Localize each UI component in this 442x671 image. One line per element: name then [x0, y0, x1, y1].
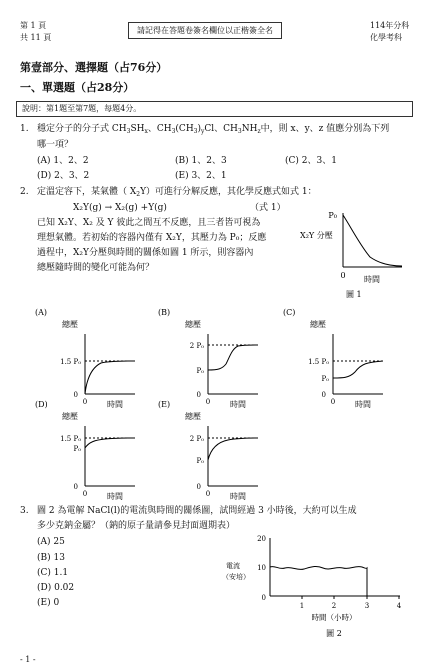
page-number: 第 1 頁 — [20, 21, 47, 30]
choice-c-ytick-p0: P₀ — [321, 375, 329, 383]
q3-option-a[interactable]: (A) 25 — [37, 537, 65, 547]
q2-body-line3: 過程中，X₂Y分壓與時間的關係如圖 1 所示，則容器內 — [37, 248, 254, 258]
fig2-xtick-4: 4 — [396, 602, 402, 610]
q1-option-b[interactable]: (B) 1、2、3 — [175, 156, 227, 166]
choice-b-ytick-2p0: 2 P₀ — [189, 342, 204, 350]
choice-b-xlabel: 時間 — [230, 400, 246, 409]
fig1-p0-label: P₀ — [328, 211, 337, 220]
notice-text: 請記得在答題卷簽名欄位以正楷簽全名 — [137, 26, 273, 35]
q2-equation-label: （式 1） — [250, 203, 286, 213]
fig2-xtick-3: 3 — [364, 602, 370, 610]
choice-c-xzero: 0 — [330, 398, 336, 406]
instruction-text: 說明：第1題至第7題，每題4分。 — [22, 104, 142, 113]
choice-d-label: (D) — [35, 400, 48, 409]
choice-d-ytick-15p0: 1.5 P₀ — [60, 435, 81, 443]
choice-b-ylabel: 總壓 — [185, 320, 201, 329]
choice-a-xlabel: 時間 — [107, 400, 123, 409]
fig1-caption: 圖 1 — [346, 290, 362, 299]
notice-box — [128, 22, 282, 39]
q3-option-d[interactable]: (D) 0.02 — [37, 583, 75, 593]
choice-a-graph[interactable] — [35, 306, 135, 410]
subject-name: 化學考科 — [370, 33, 402, 42]
choice-c-graph[interactable] — [283, 306, 383, 410]
fig2-ylabel-1: 電流 — [226, 562, 240, 570]
choice-e-graph[interactable] — [158, 398, 258, 502]
fig2-ytick-10: 10 — [257, 564, 266, 572]
q2-stem-line1: 定溫定容下，某氣體（ $X_2Y$）可進行分解反應，其化學反應式如式 1： — [37, 187, 317, 198]
fig2-xtick-2: 2 — [331, 602, 337, 610]
q3-stem-line1: 圖 2 為電解 NaCl(l)的電流與時間的關係圖，試問經過 3 小時後，大約可以生成 — [37, 506, 357, 516]
choice-d-yzero: 0 — [73, 483, 78, 491]
section-subtitle: 一、單選題（占28分） — [20, 81, 135, 94]
fig1-ylabel: X₂Y 分壓 — [300, 231, 333, 240]
q2-equation: X₂Y(g) → X₂(g) +Y(g) — [73, 203, 167, 213]
choice-a-ytick: 1.5 P₀ — [60, 358, 81, 366]
q3-option-c[interactable]: (C) 1.1 — [37, 568, 69, 578]
choice-c-ytick-15p0: 1.5 P₀ — [308, 358, 329, 366]
choice-b-label: (B) — [158, 308, 171, 317]
q2-number: 2. — [20, 187, 29, 197]
choice-e-xlabel: 時間 — [230, 492, 246, 501]
fig2-xlabel: 時間（小時） — [311, 613, 357, 622]
page-total: 共 11 頁 — [20, 33, 52, 42]
choice-e-label: (E) — [158, 400, 171, 409]
q1-option-c[interactable]: (C) 2、3、1 — [285, 156, 337, 166]
q3-option-b[interactable]: (B) 13 — [37, 553, 65, 563]
choice-e-xzero: 0 — [205, 490, 211, 498]
choice-b-ytick-p0: P₀ — [196, 367, 204, 375]
choice-a-xzero: 0 — [82, 398, 88, 406]
q1-number: 1. — [20, 124, 29, 134]
fig2-ytick-20: 20 — [257, 535, 266, 543]
instruction-box — [16, 101, 413, 117]
choice-b-graph[interactable] — [158, 306, 258, 410]
fig1-xlabel: 時間 — [364, 275, 380, 284]
q1-option-d[interactable]: (D) 2、3、2 — [37, 171, 90, 181]
fig2-caption: 圖 2 — [326, 629, 342, 638]
choice-c-xlabel: 時間 — [355, 400, 371, 409]
choice-c-ylabel: 總壓 — [310, 320, 326, 329]
q2-body-line2: 理想氣體。若初始的容器內僅有 X₂Y，其壓力為 P₀；反應 — [37, 233, 267, 243]
fig2-ytick-0: 0 — [261, 594, 266, 602]
choice-e-ytick-p0: P₀ — [196, 457, 204, 465]
exam-year: 114年分科 — [370, 21, 410, 30]
q2-body-line1: 已知 X₂Y、X₂ 及 Y 彼此之間互不反應，且三者皆可視為 — [37, 218, 261, 228]
choice-e-yzero: 0 — [196, 483, 201, 491]
choice-d-graph[interactable] — [35, 398, 135, 502]
choice-d-xlabel: 時間 — [107, 492, 123, 501]
choice-d-ylabel: 總壓 — [62, 412, 78, 421]
q3-stem-line2: 多少克鈉金屬？（鈉的原子量請參見封面週期表） — [37, 521, 236, 531]
choice-a-yzero: 0 — [73, 391, 78, 399]
fig2-xtick-1: 1 — [299, 602, 305, 610]
choice-e-ytick-2p0: 2 P₀ — [189, 435, 204, 443]
figure-2 — [222, 530, 418, 644]
choice-a-ylabel: 總壓 — [62, 320, 78, 329]
section-title: 第壹部分、選擇題（占76分） — [20, 61, 168, 74]
q3-number: 3. — [20, 506, 29, 516]
q1-stem: 穩定分子的分子式 $CH_3SH_x$、$CH_3(CH_3)_yCl$、$CH_3NH_z$中，則 x、y、z 值應分別為下列 — [37, 124, 390, 135]
choice-b-xzero: 0 — [205, 398, 211, 406]
choice-a-label: (A) — [35, 308, 48, 317]
choice-c-label: (C) — [283, 308, 296, 317]
choice-d-ytick-p0: P₀ — [73, 445, 81, 453]
fig1-zero: 0 — [340, 271, 346, 280]
q1-stem-line2: 哪一項？ — [37, 140, 74, 150]
choice-b-yzero: 0 — [196, 391, 201, 399]
fig2-ylabel-2: （安培） — [222, 573, 250, 581]
page-footer: - 1 - — [20, 655, 36, 664]
q2-body-line4: 總壓隨時間的變化可能為何？ — [37, 263, 155, 273]
q3-option-e[interactable]: (E) 0 — [37, 598, 60, 608]
q1-option-a[interactable]: (A) 1、2、2 — [37, 156, 89, 166]
choice-d-xzero: 0 — [82, 490, 88, 498]
q1-option-e[interactable]: (E) 3、2、1 — [175, 171, 227, 181]
choice-c-yzero: 0 — [321, 391, 326, 399]
choice-e-ylabel: 總壓 — [185, 412, 201, 421]
